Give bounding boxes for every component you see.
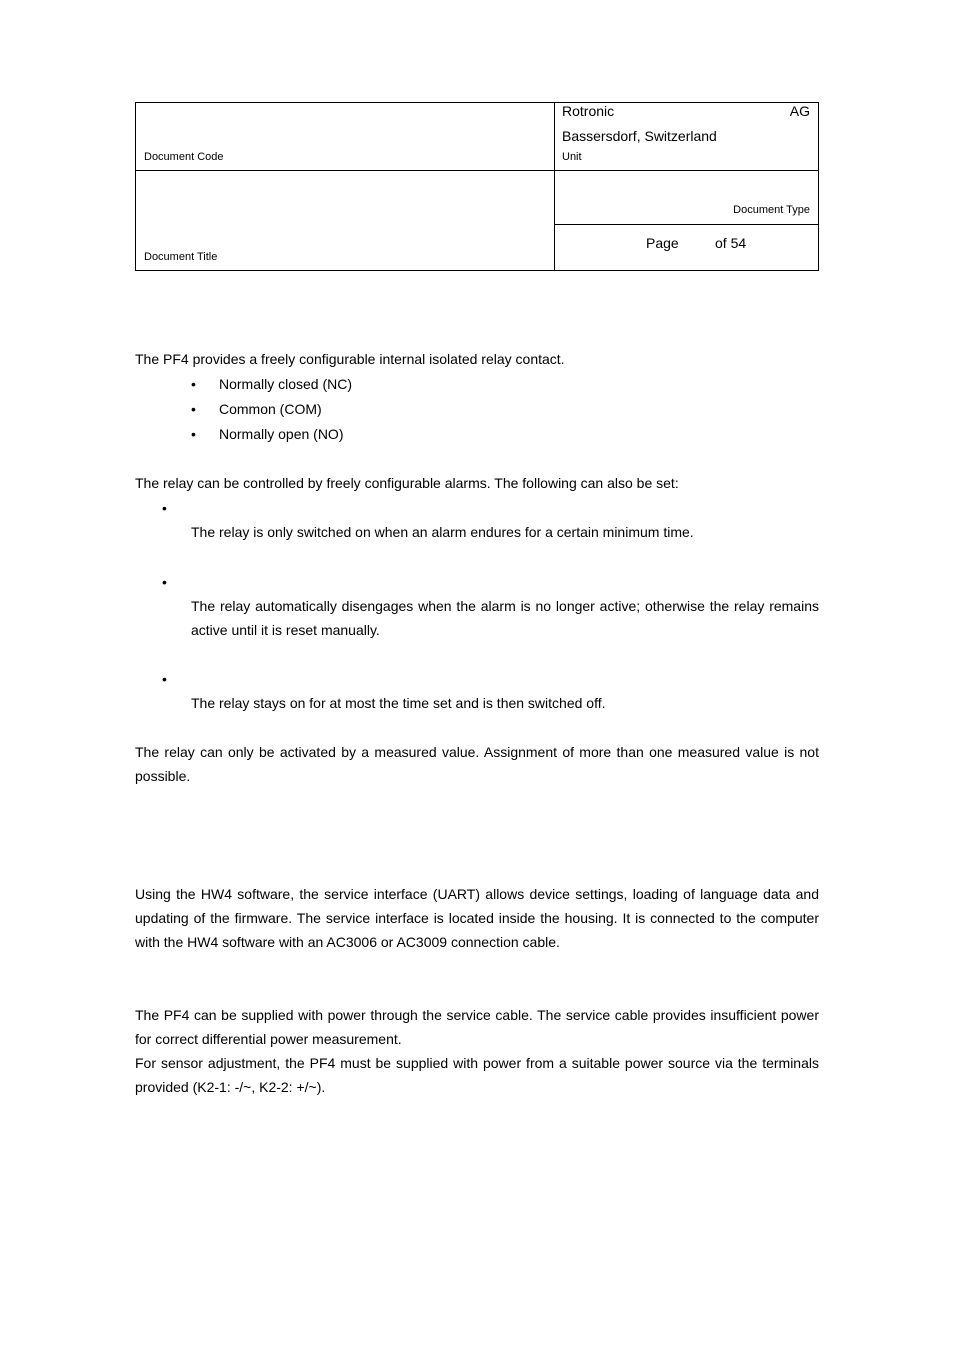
bullet-marker: • — [191, 401, 196, 417]
relay-alarm-intro: The relay can be controlled by freely configurable alarms. The following can also be set: — [135, 475, 679, 491]
relay-option-auto-reset: The relay automatically disengages when the alarm is no longer active; otherwise the relay remains active until it is reset manually. — [191, 598, 819, 638]
document-title-label: Document Title — [144, 251, 218, 263]
document-header-table — [135, 102, 819, 271]
page-label: Page — [646, 235, 679, 251]
company-name: Rotronic — [562, 103, 615, 119]
company-suffix: AG — [789, 103, 810, 119]
relay-contact-com: Common (COM) — [219, 401, 322, 417]
relay-contact-no: Normally open (NO) — [219, 426, 344, 442]
bullet-marker: • — [162, 671, 167, 687]
document-code-label: Document Code — [144, 151, 224, 163]
header-divider-horizontal — [136, 170, 818, 171]
bullet-marker: • — [162, 500, 167, 516]
unit-label: Unit — [562, 151, 582, 163]
relay-option-delay: The relay is only switched on when an alarm endures for a certain minimum time. — [191, 524, 694, 540]
page-total: of 54 — [715, 235, 747, 251]
header-divider-vertical — [554, 103, 555, 270]
bullet-marker: • — [162, 574, 167, 590]
service-adjustment-text: For sensor adjustment, the PF4 must be supplied with power from a suitable power source via the terminals provided (K2-1: -/~, K2-2: +/~). — [135, 1055, 819, 1095]
relay-intro: The PF4 provides a freely configurable internal isolated relay contact. — [135, 351, 565, 367]
service-interface-text: Using the HW4 software, the service interface (UART) allows device settings, loading of language data and updating of the firmware. The service interface is located inside the housing. It is connected to the computer with the HW4 software with an AC3006 or AC3009 connection cable. — [135, 886, 819, 950]
document-type-label: Document Type — [733, 204, 810, 216]
header-divider-page — [554, 224, 818, 225]
bullet-marker: • — [191, 426, 196, 442]
relay-note: The relay can only be activated by a measured value. Assignment of more than one measured value is not possible. — [135, 744, 819, 784]
service-power-text: The PF4 can be supplied with power through the service cable. The service cable provides insufficient power for correct differential power measurement. — [135, 1007, 819, 1047]
company-location: Bassersdorf, Switzerland — [562, 128, 717, 144]
bullet-marker: • — [191, 376, 196, 392]
relay-contact-nc: Normally closed (NC) — [219, 376, 353, 392]
relay-option-max-time: The relay stays on for at most the time set and is then switched off. — [191, 695, 606, 711]
